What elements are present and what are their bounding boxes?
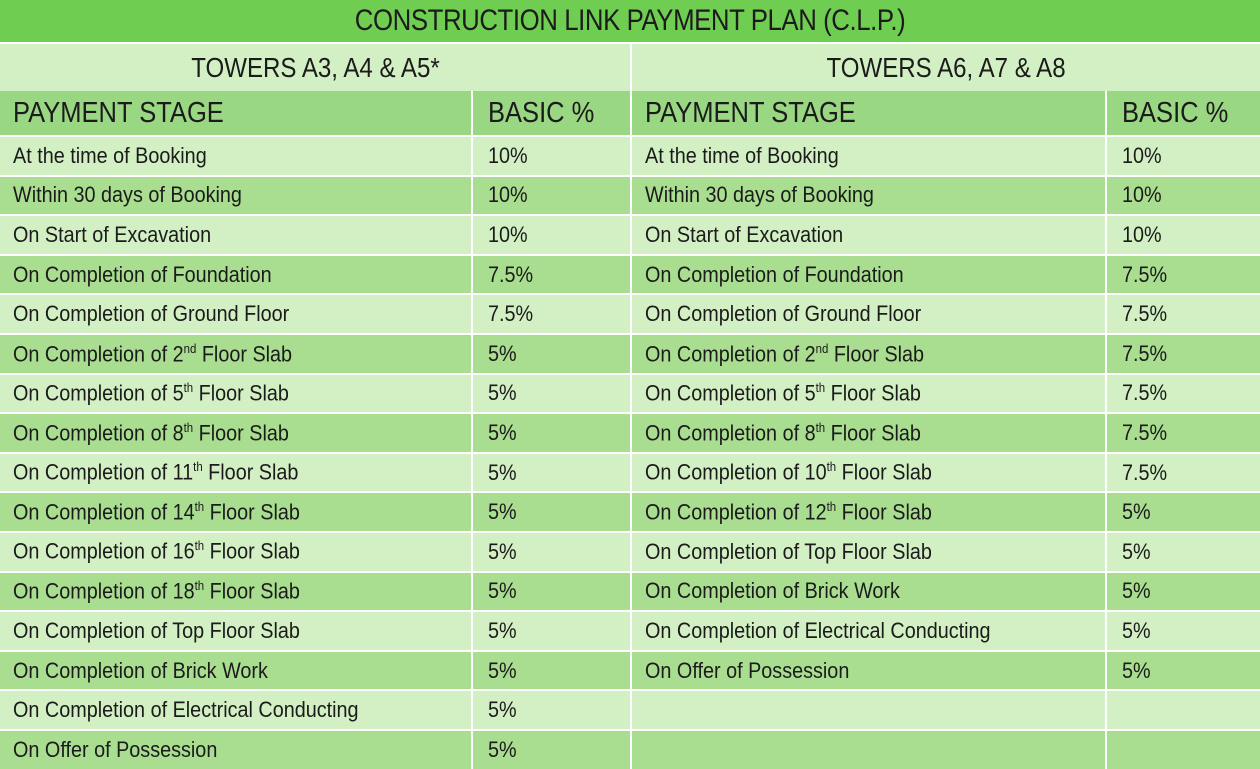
table-row <box>632 690 1260 730</box>
basic-percent-cell <box>1106 730 1260 769</box>
stage-text: On Completion of 5 <box>645 380 816 406</box>
table-row <box>0 730 630 769</box>
table-row <box>0 176 630 216</box>
table-row <box>632 730 1260 769</box>
basic-percent-cell: 5% <box>472 334 630 374</box>
payment-table <box>632 91 1260 769</box>
payment-stage-cell <box>632 611 1106 651</box>
stage-text-suffix: Floor Slab <box>836 459 932 485</box>
basic-percent-cell: 10% <box>1106 176 1260 216</box>
stage-text: On Completion of 18 <box>13 578 195 604</box>
payment-stage-header: PAYMENT STAGE <box>0 91 472 136</box>
stage-text: On Completion of 8 <box>13 420 184 446</box>
payment-stage-header: PAYMENT STAGE <box>632 91 1106 136</box>
basic-percent-cell: 5% <box>472 413 630 453</box>
basic-percent-cell: 10% <box>1106 136 1260 176</box>
tower-heading-text: TOWERS A6, A7 & A8 <box>826 51 1066 83</box>
stage-text: On Completion of 5 <box>13 380 184 406</box>
payment-stage-cell <box>632 255 1106 295</box>
basic-percent-header: BASIC % <box>472 91 630 136</box>
basic-percent-cell: 5% <box>1106 492 1260 532</box>
basic-percent-header: BASIC % <box>1106 91 1260 136</box>
stage-text: On Completion of Ground Floor <box>645 301 922 327</box>
basic-percent-cell: 7.5% <box>1106 453 1260 493</box>
payment-stage-cell <box>0 294 472 334</box>
payment-stage-cell <box>0 255 472 295</box>
basic-percent-cell: 7.5% <box>1106 374 1260 414</box>
table-row <box>0 413 630 453</box>
table-row <box>632 532 1260 572</box>
basic-percent-cell: 5% <box>1106 532 1260 572</box>
basic-percent-cell <box>1106 690 1260 730</box>
basic-percent-cell: 7.5% <box>472 255 630 295</box>
payment-stage-cell <box>0 215 472 255</box>
ordinal-suffix: th <box>194 578 205 594</box>
stage-text-suffix: Floor Slab <box>193 420 289 446</box>
stage-text-suffix: Floor Slab <box>193 380 289 406</box>
payment-table-body <box>0 136 630 769</box>
payment-stage-cell <box>632 136 1106 176</box>
table-row <box>632 255 1260 295</box>
stage-text: On Completion of 8 <box>645 420 816 446</box>
stage-text: On Start of Excavation <box>13 221 212 247</box>
stage-text: On Completion of Foundation <box>645 261 904 287</box>
basic-percent-cell: 5% <box>472 374 630 414</box>
stage-text: On Completion of 12 <box>645 499 827 525</box>
payment-stage-cell <box>632 294 1106 334</box>
table-header-row <box>632 91 1260 136</box>
table-row <box>0 572 630 612</box>
stage-text: Within 30 days of Booking <box>13 182 242 208</box>
table-row <box>632 294 1260 334</box>
payment-stage-cell <box>0 176 472 216</box>
payment-stage-cell <box>0 374 472 414</box>
stage-text-suffix: Floor Slab <box>204 499 300 525</box>
basic-percent-cell: 5% <box>472 690 630 730</box>
stage-text: On Completion of 11 <box>13 459 194 485</box>
payment-stage-cell <box>632 453 1106 493</box>
payment-stage-cell <box>0 651 472 691</box>
payment-stage-cell <box>632 215 1106 255</box>
basic-percent-cell: 7.5% <box>472 294 630 334</box>
stage-text: On Completion of 2 <box>13 341 184 367</box>
table-row <box>0 255 630 295</box>
stage-text: On Completion of 16 <box>13 538 195 564</box>
table-row <box>632 651 1260 691</box>
payment-stage-cell <box>0 413 472 453</box>
ordinal-suffix: th <box>183 380 194 396</box>
table-row <box>0 215 630 255</box>
table-row <box>0 690 630 730</box>
basic-percent-cell: 5% <box>472 492 630 532</box>
stage-text: On Completion of Brick Work <box>13 657 268 683</box>
table-row <box>0 374 630 414</box>
stage-text: On Completion of 14 <box>13 499 195 525</box>
table-row <box>0 651 630 691</box>
stage-text: On Completion of Top Floor Slab <box>645 538 932 564</box>
stage-text: At the time of Booking <box>645 142 839 168</box>
towers-a3-a5-panel <box>0 44 630 768</box>
ordinal-suffix: th <box>826 498 837 514</box>
table-row <box>0 334 630 374</box>
table-row <box>0 492 630 532</box>
ordinal-suffix: th <box>826 459 837 475</box>
ordinal-suffix: th <box>815 419 826 435</box>
table-row <box>632 374 1260 414</box>
table-row <box>632 492 1260 532</box>
towers-a6-a8-panel <box>632 44 1260 768</box>
tower-heading-text: TOWERS A3, A4 & A5* <box>190 51 440 83</box>
payment-table-body <box>632 136 1260 769</box>
ordinal-suffix: th <box>194 498 205 514</box>
payment-stage-cell <box>632 176 1106 216</box>
table-row <box>632 176 1260 216</box>
table-row <box>632 453 1260 493</box>
stage-text: At the time of Booking <box>13 142 207 168</box>
table-row <box>0 453 630 493</box>
basic-percent-cell: 7.5% <box>1106 294 1260 334</box>
basic-percent-cell: 10% <box>472 136 630 176</box>
tower-heading <box>0 44 630 91</box>
stage-text: On Offer of Possession <box>13 736 218 762</box>
stage-text-suffix: Floor Slab <box>828 341 925 367</box>
payment-stage-cell <box>632 492 1106 532</box>
page-title <box>0 0 1260 42</box>
payment-stage-cell <box>632 334 1106 374</box>
basic-percent-cell: 10% <box>472 176 630 216</box>
basic-percent-cell: 5% <box>472 572 630 612</box>
stage-text: On Offer of Possession <box>645 657 850 683</box>
ordinal-suffix: th <box>815 380 826 396</box>
payment-stage-cell <box>0 136 472 176</box>
table-header-row <box>0 91 630 136</box>
table-row <box>632 611 1260 651</box>
payment-stage-cell <box>0 730 472 769</box>
payment-stage-cell <box>0 572 472 612</box>
basic-percent-cell: 10% <box>472 215 630 255</box>
stage-text-suffix: Floor Slab <box>825 380 921 406</box>
table-row <box>0 294 630 334</box>
table-row <box>632 572 1260 612</box>
stage-text: On Completion of Electrical Conducting <box>645 617 991 643</box>
ordinal-suffix: th <box>194 538 205 554</box>
table-row <box>0 532 630 572</box>
payment-stage-cell <box>0 690 472 730</box>
stage-text: On Completion of Foundation <box>13 261 272 287</box>
payment-table <box>0 91 630 769</box>
stage-text: On Completion of 10 <box>645 459 827 485</box>
stage-text: On Completion of Brick Work <box>645 578 900 604</box>
payment-stage-cell <box>0 611 472 651</box>
stage-text: On Completion of 2 <box>645 341 816 367</box>
payment-stage-cell <box>0 532 472 572</box>
stage-text-suffix: Floor Slab <box>196 341 293 367</box>
ordinal-suffix: th <box>193 459 203 475</box>
basic-percent-cell: 5% <box>1106 611 1260 651</box>
payment-stage-cell <box>0 492 472 532</box>
payment-stage-cell <box>632 413 1106 453</box>
basic-percent-cell: 5% <box>472 453 630 493</box>
tower-heading <box>632 44 1260 91</box>
payment-stage-cell <box>632 690 1106 730</box>
stage-text: On Completion of Top Floor Slab <box>13 617 300 643</box>
stage-text: Within 30 days of Booking <box>645 182 874 208</box>
basic-percent-cell: 5% <box>1106 651 1260 691</box>
payment-stage-cell <box>0 334 472 374</box>
payment-stage-cell <box>632 730 1106 769</box>
basic-percent-cell: 7.5% <box>1106 413 1260 453</box>
table-row <box>632 334 1260 374</box>
stage-text-suffix: Floor Slab <box>836 499 932 525</box>
payment-stage-cell <box>0 453 472 493</box>
payment-stage-cell <box>632 572 1106 612</box>
payment-stage-cell <box>632 532 1106 572</box>
stage-text-suffix: Floor Slab <box>204 538 300 564</box>
stage-text: On Completion of Ground Floor <box>13 301 290 327</box>
basic-percent-cell: 10% <box>1106 215 1260 255</box>
basic-percent-cell: 7.5% <box>1106 255 1260 295</box>
basic-percent-cell: 5% <box>472 611 630 651</box>
basic-percent-cell: 5% <box>472 651 630 691</box>
table-row <box>0 136 630 176</box>
table-row <box>0 611 630 651</box>
payment-stage-cell <box>632 374 1106 414</box>
stage-text: On Completion of Electrical Conducting <box>13 697 359 723</box>
ordinal-suffix: nd <box>183 340 197 356</box>
basic-percent-cell: 7.5% <box>1106 334 1260 374</box>
basic-percent-cell: 5% <box>472 532 630 572</box>
basic-percent-cell: 5% <box>472 730 630 769</box>
stage-text-suffix: Floor Slab <box>202 459 299 485</box>
stage-text-suffix: Floor Slab <box>204 578 300 604</box>
stage-text-suffix: Floor Slab <box>825 420 921 446</box>
table-row <box>632 215 1260 255</box>
ordinal-suffix: th <box>183 419 194 435</box>
basic-percent-cell: 5% <box>1106 572 1260 612</box>
ordinal-suffix: nd <box>815 340 829 356</box>
stage-text: On Start of Excavation <box>645 221 844 247</box>
table-row <box>632 413 1260 453</box>
payment-stage-cell <box>632 651 1106 691</box>
table-row <box>632 136 1260 176</box>
page-title-text: CONSTRUCTION LINK PAYMENT PLAN (C.L.P.) <box>354 4 906 37</box>
